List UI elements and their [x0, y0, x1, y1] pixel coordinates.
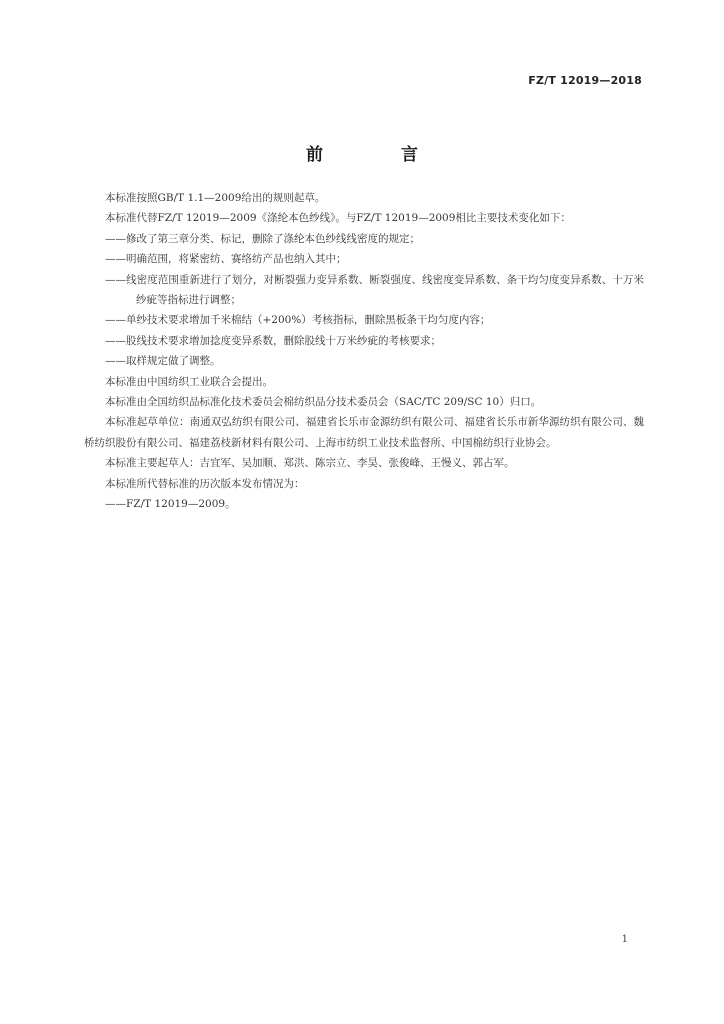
- change-item-single-yarn: ——单纱技术要求增加千米棉结（+200%）考核指标，删除黑板条干均匀度内容；: [105, 314, 491, 327]
- page-number: 1: [621, 934, 628, 945]
- paragraph-drafting-rules: 本标准按照GB/T 1.1—2009给出的规则起草。: [105, 192, 326, 204]
- previous-edition-item: ——FZ/T 12019—2009。: [105, 498, 236, 511]
- paragraph-previous-editions: 本标准所代替标准的历次版本发布情况为：: [105, 477, 305, 490]
- change-item-linear-density: ——线密度范围重新进行了划分，对断裂强力变异系数、断裂强度、线密度变异系数、条干均匀度变异系数、十万米纱疵等指标进行调整；: [105, 273, 644, 307]
- change-item-classification: ——修改了第三章分类、标记，删除了涤纶本色纱线线密度的规定；: [105, 232, 420, 245]
- paragraph-replaces: 本标准代替FZ/T 12019—2009《涤纶本色纱线》。与FZ/T 12019—2009相比主要技术变化如下：: [105, 212, 571, 225]
- standard-code-header: FZ/T 12019—2018: [528, 74, 642, 87]
- paragraph-drafting-units: 本标准起草单位：南通双弘纺织有限公司、福建省长乐市金源纺织有限公司、福建省长乐市新华源纺织有限公司、魏桥纺织股份有限公司、福建荔枝新材料有限公司、上海市纺织工业技术监督所、中国棉纺织行业协会。: [84, 416, 644, 449]
- paragraph-proposed-by: 本标准由中国纺织工业联合会提出。: [105, 375, 273, 388]
- change-item-sampling: ——取样规定做了调整。: [105, 355, 221, 368]
- foreword-body: [84, 188, 644, 515]
- change-item-scope: ——明确范围，将紧密纺、赛络纺产品也纳入其中；: [105, 253, 347, 266]
- change-item-plied-yarn: ——股线技术要求增加捻度变异系数，删除股线十万米纱疵的考核要求；: [105, 334, 441, 347]
- paragraph-main-drafters: 本标准主要起草人：吉宜军、吴加顺、郑洪、陈宗立、李昊、张俊峰、王慢义、郭占军。: [105, 457, 515, 470]
- page-title: 前 言: [306, 145, 454, 165]
- paragraph-under-jurisdiction: 本标准由全国纺织品标准化技术委员会棉纺织品分技术委员会（SAC/TC 209/SC 10）归口。: [105, 396, 542, 409]
